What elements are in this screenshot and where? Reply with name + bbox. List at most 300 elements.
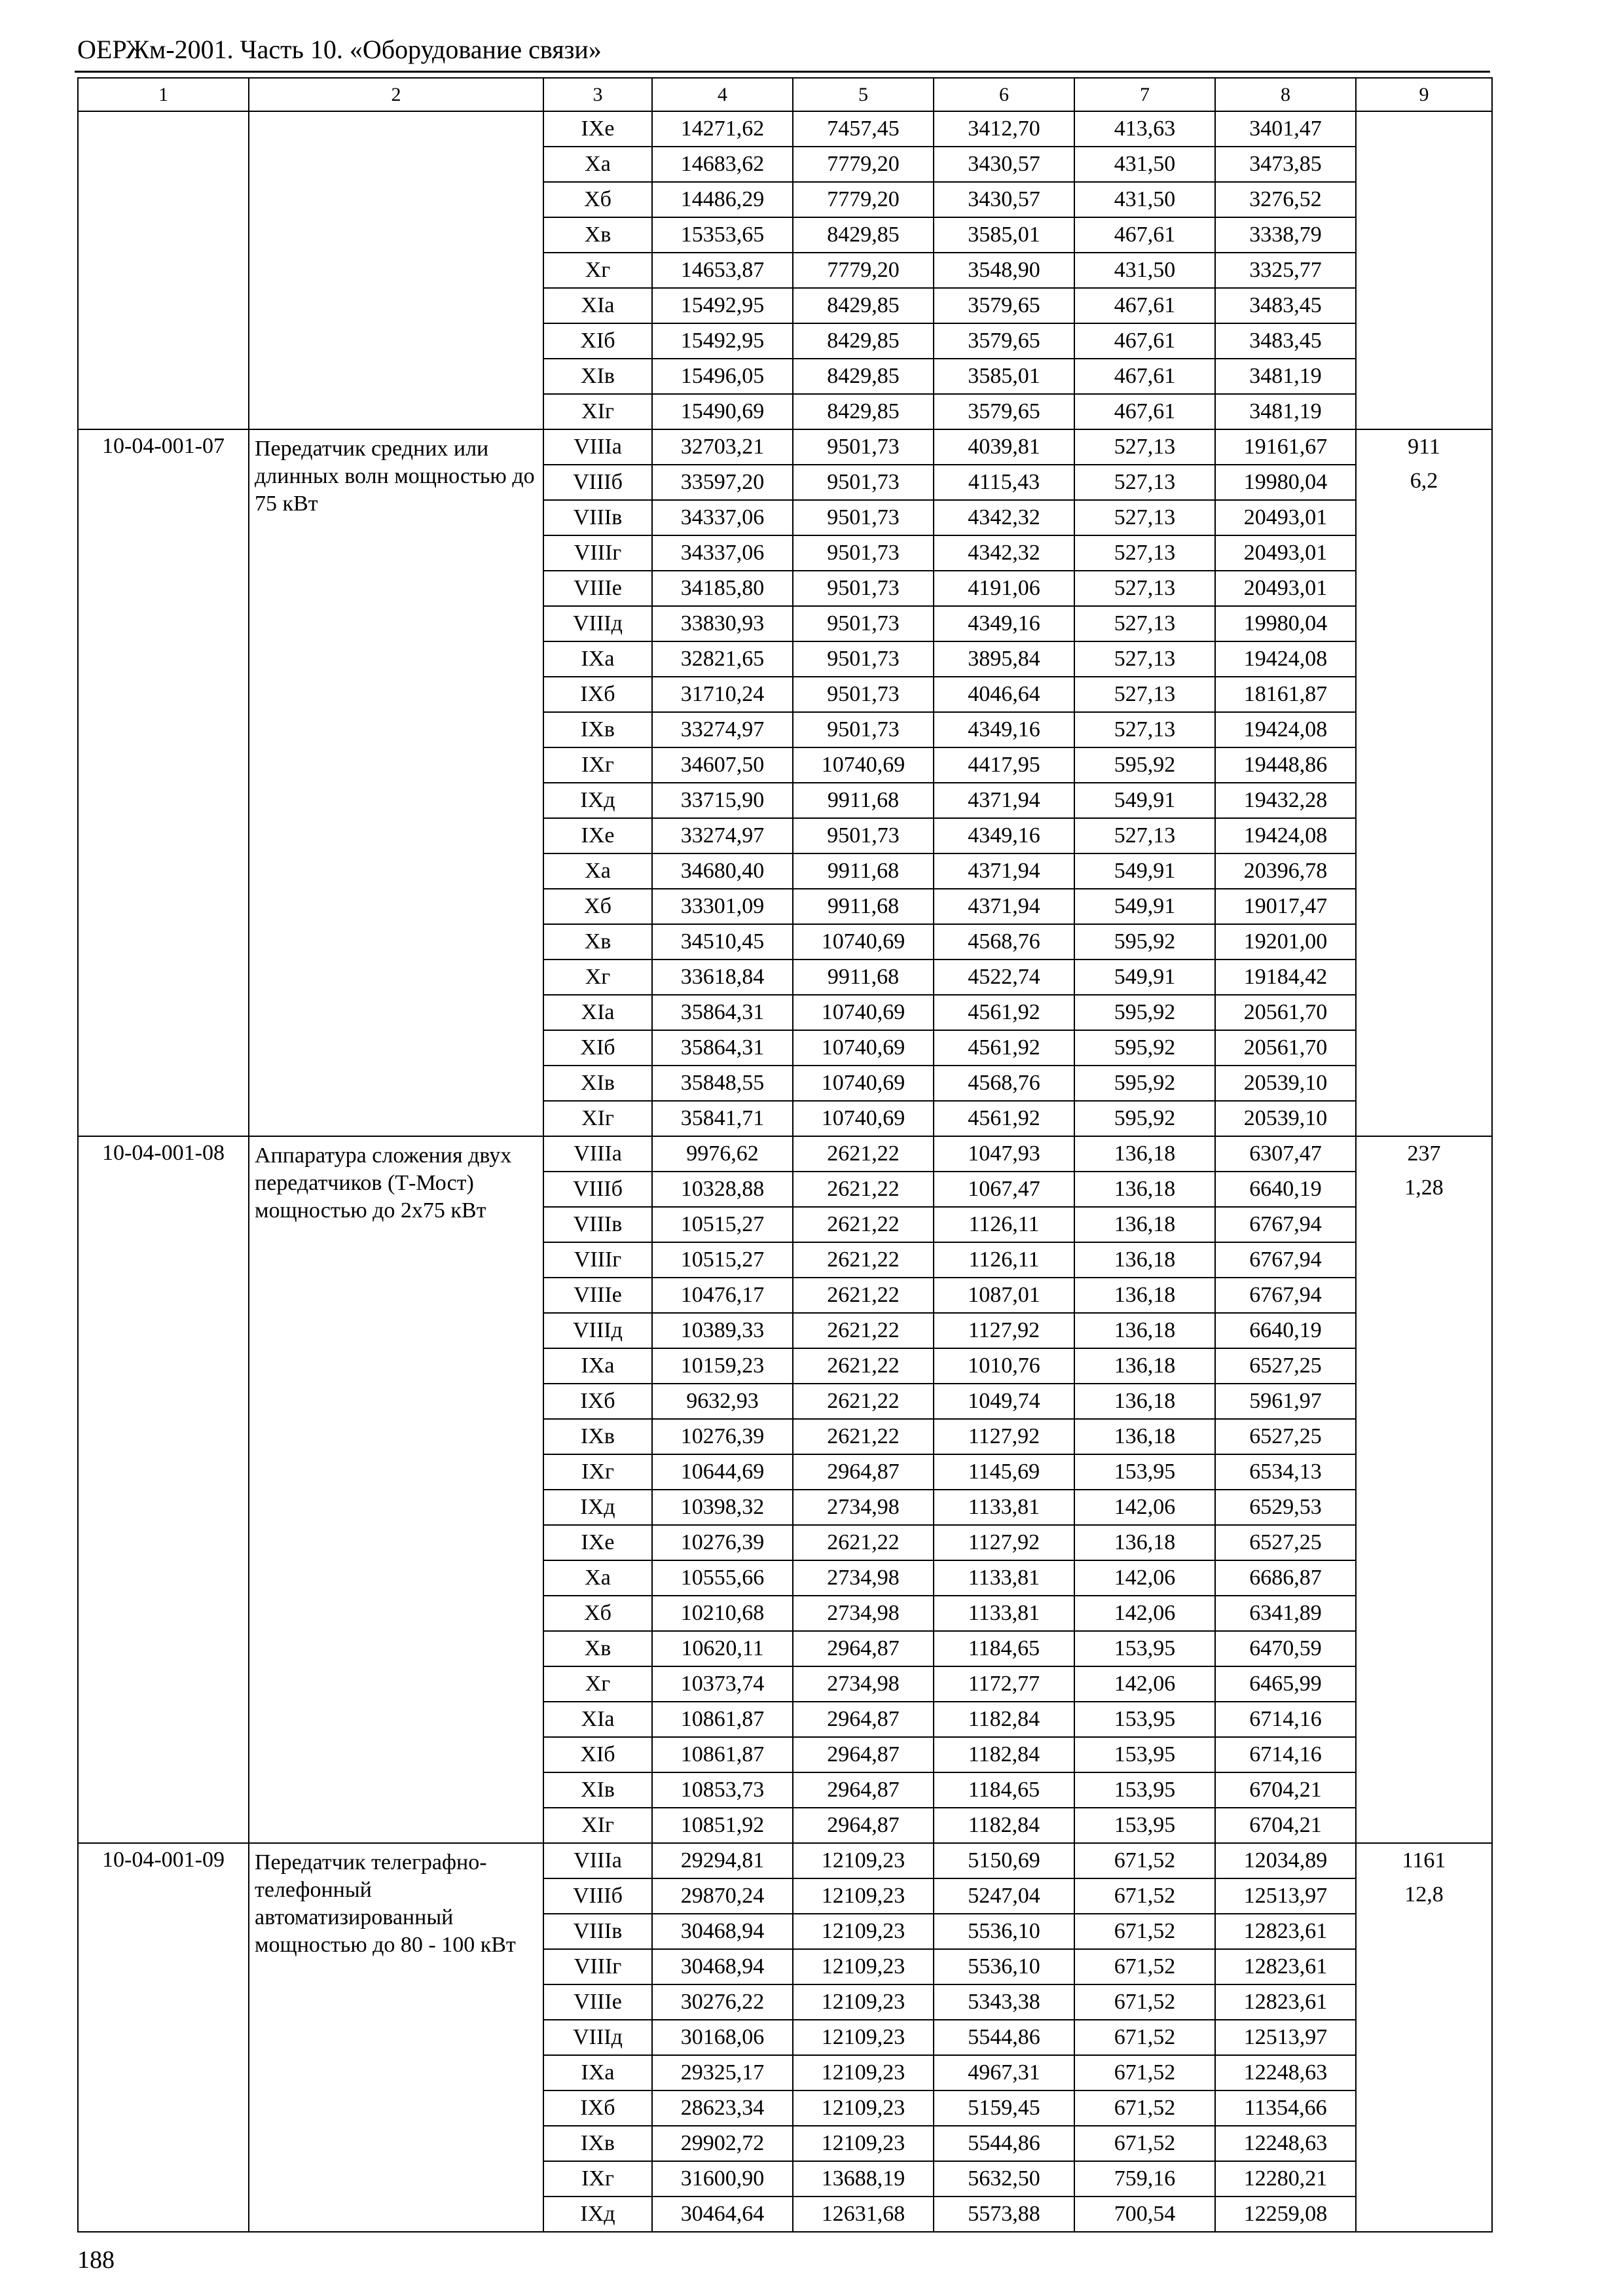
wages-cell: 2734,98 bbox=[793, 1596, 934, 1631]
region-code-cell: Xa bbox=[543, 147, 652, 182]
page-header: ОЕРЖм-2001. Часть 10. «Оборудование связи» bbox=[77, 35, 602, 64]
materials-cell: 3481,19 bbox=[1215, 394, 1356, 429]
region-code-cell: IXe bbox=[543, 818, 652, 853]
region-code-cell: IXa bbox=[543, 1348, 652, 1384]
total-cost-cell: 33715,90 bbox=[652, 783, 793, 818]
wages-cell: 2621,22 bbox=[793, 1313, 934, 1348]
total-cost-cell: 32821,65 bbox=[652, 641, 793, 677]
machines-cell: 5573,88 bbox=[934, 2197, 1074, 2232]
machinist-wages-cell: 413,63 bbox=[1074, 111, 1215, 147]
wages-cell: 10740,69 bbox=[793, 995, 934, 1030]
materials-cell: 12513,97 bbox=[1215, 1878, 1356, 1914]
region-code-cell: VIIIe bbox=[543, 571, 652, 606]
wages-cell: 9501,73 bbox=[793, 712, 934, 747]
wages-cell: 2621,22 bbox=[793, 1348, 934, 1384]
wages-cell: 2734,98 bbox=[793, 1490, 934, 1525]
wages-cell: 9911,68 bbox=[793, 960, 934, 995]
region-code-cell: VIIIe bbox=[543, 1984, 652, 2020]
machines-cell: 3585,01 bbox=[934, 359, 1074, 394]
region-code-cell: IXд bbox=[543, 1490, 652, 1525]
region-code-cell: VIIIд bbox=[543, 606, 652, 641]
machines-cell: 3579,65 bbox=[934, 323, 1074, 359]
region-code-cell: Xб bbox=[543, 889, 652, 924]
region-code-cell: IXб bbox=[543, 2090, 652, 2126]
table-row bbox=[78, 429, 1492, 465]
total-cost-cell: 10210,68 bbox=[652, 1596, 793, 1631]
machinist-wages-cell: 142,06 bbox=[1074, 1666, 1215, 1702]
machinist-wages-cell: 153,95 bbox=[1074, 1702, 1215, 1737]
total-cost-cell: 15496,05 bbox=[652, 359, 793, 394]
machinist-wages-cell: 671,52 bbox=[1074, 2126, 1215, 2161]
machines-cell: 4568,76 bbox=[934, 924, 1074, 960]
materials-cell: 19424,08 bbox=[1215, 641, 1356, 677]
machinist-wages-cell: 549,91 bbox=[1074, 853, 1215, 889]
machines-cell: 4371,94 bbox=[934, 889, 1074, 924]
total-cost-cell: 14486,29 bbox=[652, 182, 793, 217]
total-cost-cell: 35848,55 bbox=[652, 1066, 793, 1101]
wages-cell: 12109,23 bbox=[793, 1949, 934, 1984]
region-code-cell: IXг bbox=[543, 747, 652, 783]
wages-cell: 9501,73 bbox=[793, 677, 934, 712]
region-code-cell: IXв bbox=[543, 1419, 652, 1454]
machines-cell: 1182,84 bbox=[934, 1737, 1074, 1772]
region-code-cell: VIIIa bbox=[543, 429, 652, 465]
wages-cell: 12109,23 bbox=[793, 1843, 934, 1878]
region-code-cell: XIв bbox=[543, 1066, 652, 1101]
machinist-wages-cell: 136,18 bbox=[1074, 1419, 1215, 1454]
machinist-wages-cell: 527,13 bbox=[1074, 677, 1215, 712]
machinist-wages-cell: 153,95 bbox=[1074, 1631, 1215, 1666]
total-cost-cell: 29294,81 bbox=[652, 1843, 793, 1878]
materials-cell: 20561,70 bbox=[1215, 995, 1356, 1030]
wages-cell: 12109,23 bbox=[793, 1914, 934, 1949]
region-code-cell: IXг bbox=[543, 1454, 652, 1490]
machines-cell: 3412,70 bbox=[934, 111, 1074, 147]
machinist-wages-cell: 671,52 bbox=[1074, 1843, 1215, 1878]
machinist-wages-cell: 700,54 bbox=[1074, 2197, 1215, 2232]
total-cost-cell: 14653,87 bbox=[652, 253, 793, 288]
machinist-wages-cell: 467,61 bbox=[1074, 359, 1215, 394]
machines-cell: 4191,06 bbox=[934, 571, 1074, 606]
materials-cell: 6640,19 bbox=[1215, 1172, 1356, 1207]
wages-cell: 9501,73 bbox=[793, 606, 934, 641]
machines-cell: 1182,84 bbox=[934, 1702, 1074, 1737]
machinist-wages-cell: 527,13 bbox=[1074, 712, 1215, 747]
rate-code-cell: 10-04-001-08 bbox=[78, 1136, 249, 1843]
total-cost-cell: 34185,80 bbox=[652, 571, 793, 606]
rate-code-cell: 10-04-001-09 bbox=[78, 1843, 249, 2232]
labor-cost-cell bbox=[1356, 1136, 1492, 1843]
total-cost-cell: 29325,17 bbox=[652, 2055, 793, 2090]
wages-cell: 9501,73 bbox=[793, 500, 934, 535]
wages-cell: 2964,87 bbox=[793, 1737, 934, 1772]
total-cost-cell: 34607,50 bbox=[652, 747, 793, 783]
wages-cell: 13688,19 bbox=[793, 2161, 934, 2197]
materials-cell: 19201,00 bbox=[1215, 924, 1356, 960]
wages-cell: 2964,87 bbox=[793, 1631, 934, 1666]
region-code-cell: VIIIa bbox=[543, 1136, 652, 1172]
wages-cell: 9501,73 bbox=[793, 571, 934, 606]
table-row bbox=[78, 111, 1492, 147]
wages-cell: 12109,23 bbox=[793, 1878, 934, 1914]
column-number-row bbox=[78, 78, 1492, 111]
wages-cell: 2964,87 bbox=[793, 1772, 934, 1808]
total-cost-cell: 30276,22 bbox=[652, 1984, 793, 2020]
materials-cell: 19161,67 bbox=[1215, 429, 1356, 465]
region-code-cell: IXд bbox=[543, 783, 652, 818]
region-code-cell: XIa bbox=[543, 1702, 652, 1737]
materials-cell: 20493,01 bbox=[1215, 535, 1356, 571]
column-number: 5 bbox=[793, 78, 934, 111]
machinist-wages-cell: 549,91 bbox=[1074, 783, 1215, 818]
wages-cell: 7457,45 bbox=[793, 111, 934, 147]
machinist-wages-cell: 136,18 bbox=[1074, 1172, 1215, 1207]
column-number: 4 bbox=[652, 78, 793, 111]
machinist-wages-cell: 595,92 bbox=[1074, 1101, 1215, 1136]
wages-cell: 2621,22 bbox=[793, 1207, 934, 1242]
machinist-wages-cell: 431,50 bbox=[1074, 253, 1215, 288]
total-cost-cell: 10276,39 bbox=[652, 1419, 793, 1454]
labor-cost-cell bbox=[1356, 1843, 1492, 2232]
region-code-cell: IXa bbox=[543, 641, 652, 677]
region-code-cell: XIa bbox=[543, 288, 652, 323]
machinist-wages-cell: 467,61 bbox=[1074, 217, 1215, 253]
machines-cell: 4342,32 bbox=[934, 535, 1074, 571]
labor-hours-value: 237 bbox=[1407, 1141, 1441, 1166]
region-code-cell: IXa bbox=[543, 2055, 652, 2090]
labor-cost-cell bbox=[1356, 111, 1492, 429]
machines-cell: 5247,04 bbox=[934, 1878, 1074, 1914]
region-code-cell: VIIIв bbox=[543, 1207, 652, 1242]
materials-cell: 6686,87 bbox=[1215, 1560, 1356, 1596]
total-cost-cell: 15492,95 bbox=[652, 323, 793, 359]
wages-cell: 8429,85 bbox=[793, 359, 934, 394]
region-code-cell: IXв bbox=[543, 712, 652, 747]
materials-cell: 6341,89 bbox=[1215, 1596, 1356, 1631]
machines-cell: 4046,64 bbox=[934, 677, 1074, 712]
wages-cell: 9501,73 bbox=[793, 641, 934, 677]
machines-cell: 5544,86 bbox=[934, 2126, 1074, 2161]
total-cost-cell: 29870,24 bbox=[652, 1878, 793, 1914]
wages-cell: 12109,23 bbox=[793, 2055, 934, 2090]
rate-code-cell bbox=[78, 111, 249, 429]
equipment-name-cell: Передатчик телеграфно-телефонный автоматизированный мощностью до 80 - 100 кВт bbox=[249, 1843, 543, 2232]
column-number: 8 bbox=[1215, 78, 1356, 111]
wages-cell: 8429,85 bbox=[793, 217, 934, 253]
materials-cell: 12034,89 bbox=[1215, 1843, 1356, 1878]
materials-cell: 20539,10 bbox=[1215, 1066, 1356, 1101]
materials-cell: 12513,97 bbox=[1215, 2020, 1356, 2055]
region-code-cell: XIa bbox=[543, 995, 652, 1030]
materials-cell: 6527,25 bbox=[1215, 1348, 1356, 1384]
materials-cell: 6527,25 bbox=[1215, 1419, 1356, 1454]
total-cost-cell: 10851,92 bbox=[652, 1808, 793, 1843]
total-cost-cell: 10515,27 bbox=[652, 1207, 793, 1242]
materials-cell: 20396,78 bbox=[1215, 853, 1356, 889]
machines-cell: 1127,92 bbox=[934, 1419, 1074, 1454]
total-cost-cell: 30168,06 bbox=[652, 2020, 793, 2055]
machines-cell: 1133,81 bbox=[934, 1490, 1074, 1525]
machines-cell: 1145,69 bbox=[934, 1454, 1074, 1490]
machinist-hours-value: 12,8 bbox=[1404, 1882, 1444, 1907]
total-cost-cell: 15490,69 bbox=[652, 394, 793, 429]
region-code-cell: VIIIa bbox=[543, 1843, 652, 1878]
materials-cell: 6527,25 bbox=[1215, 1525, 1356, 1560]
machinist-wages-cell: 549,91 bbox=[1074, 960, 1215, 995]
wages-cell: 2964,87 bbox=[793, 1454, 934, 1490]
region-code-cell: XIг bbox=[543, 394, 652, 429]
wages-cell: 2621,22 bbox=[793, 1172, 934, 1207]
machinist-hours-value: 6,2 bbox=[1410, 469, 1438, 493]
total-cost-cell: 33618,84 bbox=[652, 960, 793, 995]
machinist-wages-cell: 467,61 bbox=[1074, 394, 1215, 429]
materials-cell: 6767,94 bbox=[1215, 1278, 1356, 1313]
equipment-name-cell: Передатчик средних или длинных волн мощностью до 75 кВт bbox=[249, 429, 543, 1136]
header-rule bbox=[75, 71, 1490, 73]
machines-cell: 4522,74 bbox=[934, 960, 1074, 995]
materials-cell: 6704,21 bbox=[1215, 1772, 1356, 1808]
machinist-wages-cell: 136,18 bbox=[1074, 1525, 1215, 1560]
total-cost-cell: 10853,73 bbox=[652, 1772, 793, 1808]
region-code-cell: Xa bbox=[543, 853, 652, 889]
machinist-wages-cell: 142,06 bbox=[1074, 1596, 1215, 1631]
column-number: 6 bbox=[934, 78, 1074, 111]
wages-cell: 10740,69 bbox=[793, 924, 934, 960]
region-code-cell: IXe bbox=[543, 1525, 652, 1560]
region-code-cell: VIIIд bbox=[543, 1313, 652, 1348]
machinist-wages-cell: 467,61 bbox=[1074, 288, 1215, 323]
materials-cell: 18161,87 bbox=[1215, 677, 1356, 712]
region-code-cell: XIб bbox=[543, 1737, 652, 1772]
machinist-wages-cell: 153,95 bbox=[1074, 1808, 1215, 1843]
wages-cell: 2964,87 bbox=[793, 1808, 934, 1843]
materials-cell: 6307,47 bbox=[1215, 1136, 1356, 1172]
materials-cell: 3401,47 bbox=[1215, 111, 1356, 147]
total-cost-cell: 35864,31 bbox=[652, 995, 793, 1030]
wages-cell: 9501,73 bbox=[793, 429, 934, 465]
region-code-cell: VIIIг bbox=[543, 1949, 652, 1984]
materials-cell: 12823,61 bbox=[1215, 1984, 1356, 2020]
materials-cell: 6470,59 bbox=[1215, 1631, 1356, 1666]
machines-cell: 5536,10 bbox=[934, 1949, 1074, 1984]
machinist-wages-cell: 671,52 bbox=[1074, 1984, 1215, 2020]
materials-cell: 19448,86 bbox=[1215, 747, 1356, 783]
machines-cell: 4371,94 bbox=[934, 783, 1074, 818]
machinist-wages-cell: 136,18 bbox=[1074, 1278, 1215, 1313]
column-number: 3 bbox=[543, 78, 652, 111]
region-code-cell: IXб bbox=[543, 1384, 652, 1419]
materials-cell: 20493,01 bbox=[1215, 571, 1356, 606]
machines-cell: 1010,76 bbox=[934, 1348, 1074, 1384]
region-code-cell: XIг bbox=[543, 1808, 652, 1843]
total-cost-cell: 10328,88 bbox=[652, 1172, 793, 1207]
total-cost-cell: 33597,20 bbox=[652, 465, 793, 500]
machinist-wages-cell: 527,13 bbox=[1074, 641, 1215, 677]
rates-table bbox=[77, 77, 1493, 2233]
wages-cell: 2734,98 bbox=[793, 1560, 934, 1596]
wages-cell: 2734,98 bbox=[793, 1666, 934, 1702]
machines-cell: 1133,81 bbox=[934, 1596, 1074, 1631]
total-cost-cell: 32703,21 bbox=[652, 429, 793, 465]
materials-cell: 6640,19 bbox=[1215, 1313, 1356, 1348]
wages-cell: 10740,69 bbox=[793, 1066, 934, 1101]
machinist-hours-value: 1,28 bbox=[1404, 1175, 1444, 1200]
machinist-wages-cell: 136,18 bbox=[1074, 1207, 1215, 1242]
materials-cell: 3325,77 bbox=[1215, 253, 1356, 288]
total-cost-cell: 35841,71 bbox=[652, 1101, 793, 1136]
region-code-cell: XIб bbox=[543, 323, 652, 359]
machines-cell: 4371,94 bbox=[934, 853, 1074, 889]
total-cost-cell: 15492,95 bbox=[652, 288, 793, 323]
materials-cell: 19424,08 bbox=[1215, 712, 1356, 747]
machines-cell: 1127,92 bbox=[934, 1525, 1074, 1560]
machinist-wages-cell: 136,18 bbox=[1074, 1242, 1215, 1278]
wages-cell: 12109,23 bbox=[793, 2020, 934, 2055]
materials-cell: 19980,04 bbox=[1215, 465, 1356, 500]
machines-cell: 1133,81 bbox=[934, 1560, 1074, 1596]
machines-cell: 4349,16 bbox=[934, 606, 1074, 641]
column-number: 2 bbox=[249, 78, 543, 111]
region-code-cell: VIIIe bbox=[543, 1278, 652, 1313]
region-code-cell: XIв bbox=[543, 1772, 652, 1808]
machines-cell: 1049,74 bbox=[934, 1384, 1074, 1419]
materials-cell: 12248,63 bbox=[1215, 2126, 1356, 2161]
wages-cell: 8429,85 bbox=[793, 394, 934, 429]
materials-cell: 20539,10 bbox=[1215, 1101, 1356, 1136]
wages-cell: 12109,23 bbox=[793, 1984, 934, 2020]
region-code-cell: IXб bbox=[543, 677, 652, 712]
machines-cell: 4349,16 bbox=[934, 818, 1074, 853]
wages-cell: 12109,23 bbox=[793, 2090, 934, 2126]
machines-cell: 3895,84 bbox=[934, 641, 1074, 677]
materials-cell: 12823,61 bbox=[1215, 1949, 1356, 1984]
machinist-wages-cell: 595,92 bbox=[1074, 995, 1215, 1030]
total-cost-cell: 10373,74 bbox=[652, 1666, 793, 1702]
rate-code-cell: 10-04-001-07 bbox=[78, 429, 249, 1136]
total-cost-cell: 34337,06 bbox=[652, 500, 793, 535]
wages-cell: 9501,73 bbox=[793, 818, 934, 853]
total-cost-cell: 10861,87 bbox=[652, 1737, 793, 1772]
materials-cell: 19432,28 bbox=[1215, 783, 1356, 818]
wages-cell: 10740,69 bbox=[793, 1101, 934, 1136]
table-row bbox=[78, 1136, 1492, 1172]
wages-cell: 10740,69 bbox=[793, 747, 934, 783]
region-code-cell: VIIIг bbox=[543, 535, 652, 571]
machinist-wages-cell: 142,06 bbox=[1074, 1560, 1215, 1596]
labor-cost-cell bbox=[1356, 429, 1492, 1136]
labor-hours-value: 911 bbox=[1408, 435, 1440, 459]
machinist-wages-cell: 759,16 bbox=[1074, 2161, 1215, 2197]
machinist-wages-cell: 671,52 bbox=[1074, 2055, 1215, 2090]
total-cost-cell: 10398,32 bbox=[652, 1490, 793, 1525]
table-row bbox=[78, 1843, 1492, 1878]
machines-cell: 3430,57 bbox=[934, 147, 1074, 182]
total-cost-cell: 14683,62 bbox=[652, 147, 793, 182]
machinist-wages-cell: 527,13 bbox=[1074, 429, 1215, 465]
total-cost-cell: 31710,24 bbox=[652, 677, 793, 712]
machinist-wages-cell: 153,95 bbox=[1074, 1454, 1215, 1490]
machines-cell: 1126,11 bbox=[934, 1207, 1074, 1242]
machinist-wages-cell: 595,92 bbox=[1074, 924, 1215, 960]
region-code-cell: VIIIб bbox=[543, 1878, 652, 1914]
region-code-cell: Xг bbox=[543, 960, 652, 995]
machines-cell: 4561,92 bbox=[934, 995, 1074, 1030]
total-cost-cell: 33274,97 bbox=[652, 818, 793, 853]
materials-cell: 6714,16 bbox=[1215, 1702, 1356, 1737]
total-cost-cell: 33274,97 bbox=[652, 712, 793, 747]
wages-cell: 2621,22 bbox=[793, 1242, 934, 1278]
machinist-wages-cell: 467,61 bbox=[1074, 323, 1215, 359]
wages-cell: 2621,22 bbox=[793, 1278, 934, 1313]
region-code-cell: VIIIв bbox=[543, 500, 652, 535]
machinist-wages-cell: 527,13 bbox=[1074, 606, 1215, 641]
total-cost-cell: 9632,93 bbox=[652, 1384, 793, 1419]
table-body bbox=[78, 78, 1492, 2232]
wages-cell: 7779,20 bbox=[793, 147, 934, 182]
materials-cell: 3276,52 bbox=[1215, 182, 1356, 217]
machines-cell: 1067,47 bbox=[934, 1172, 1074, 1207]
materials-cell: 3473,85 bbox=[1215, 147, 1356, 182]
machinist-wages-cell: 136,18 bbox=[1074, 1313, 1215, 1348]
materials-cell: 6714,16 bbox=[1215, 1737, 1356, 1772]
wages-cell: 9911,68 bbox=[793, 889, 934, 924]
materials-cell: 6465,99 bbox=[1215, 1666, 1356, 1702]
wages-cell: 9911,68 bbox=[793, 783, 934, 818]
machines-cell: 1184,65 bbox=[934, 1772, 1074, 1808]
total-cost-cell: 33830,93 bbox=[652, 606, 793, 641]
wages-cell: 12631,68 bbox=[793, 2197, 934, 2232]
machines-cell: 4568,76 bbox=[934, 1066, 1074, 1101]
wages-cell: 7779,20 bbox=[793, 253, 934, 288]
region-code-cell: Xa bbox=[543, 1560, 652, 1596]
machinist-wages-cell: 142,06 bbox=[1074, 1490, 1215, 1525]
materials-cell: 3483,45 bbox=[1215, 288, 1356, 323]
region-code-cell: Xв bbox=[543, 1631, 652, 1666]
region-code-cell: VIIIб bbox=[543, 1172, 652, 1207]
machinist-wages-cell: 136,18 bbox=[1074, 1136, 1215, 1172]
machinist-wages-cell: 153,95 bbox=[1074, 1772, 1215, 1808]
wages-cell: 7779,20 bbox=[793, 182, 934, 217]
wages-cell: 10740,69 bbox=[793, 1030, 934, 1066]
wages-cell: 2964,87 bbox=[793, 1702, 934, 1737]
materials-cell: 6767,94 bbox=[1215, 1242, 1356, 1278]
region-code-cell: Xг bbox=[543, 1666, 652, 1702]
machines-cell: 5343,38 bbox=[934, 1984, 1074, 2020]
total-cost-cell: 10644,69 bbox=[652, 1454, 793, 1490]
machines-cell: 1127,92 bbox=[934, 1313, 1074, 1348]
region-code-cell: IXв bbox=[543, 2126, 652, 2161]
total-cost-cell: 28623,34 bbox=[652, 2090, 793, 2126]
machinist-wages-cell: 527,13 bbox=[1074, 571, 1215, 606]
wages-cell: 2621,22 bbox=[793, 1384, 934, 1419]
region-code-cell: VIIIб bbox=[543, 465, 652, 500]
materials-cell: 19424,08 bbox=[1215, 818, 1356, 853]
machines-cell: 4115,43 bbox=[934, 465, 1074, 500]
region-code-cell: IXд bbox=[543, 2197, 652, 2232]
materials-cell: 20561,70 bbox=[1215, 1030, 1356, 1066]
region-code-cell: Xв bbox=[543, 924, 652, 960]
region-code-cell: Xб bbox=[543, 182, 652, 217]
column-number: 7 bbox=[1074, 78, 1215, 111]
equipment-name-cell: Аппаратура сложения двух передатчиков (Т-Мост) мощностью до 2х75 кВт bbox=[249, 1136, 543, 1843]
materials-cell: 19184,42 bbox=[1215, 960, 1356, 995]
materials-cell: 6534,13 bbox=[1215, 1454, 1356, 1490]
total-cost-cell: 10861,87 bbox=[652, 1702, 793, 1737]
machinist-wages-cell: 527,13 bbox=[1074, 500, 1215, 535]
total-cost-cell: 10276,39 bbox=[652, 1525, 793, 1560]
total-cost-cell: 33301,09 bbox=[652, 889, 793, 924]
wages-cell: 9501,73 bbox=[793, 465, 934, 500]
